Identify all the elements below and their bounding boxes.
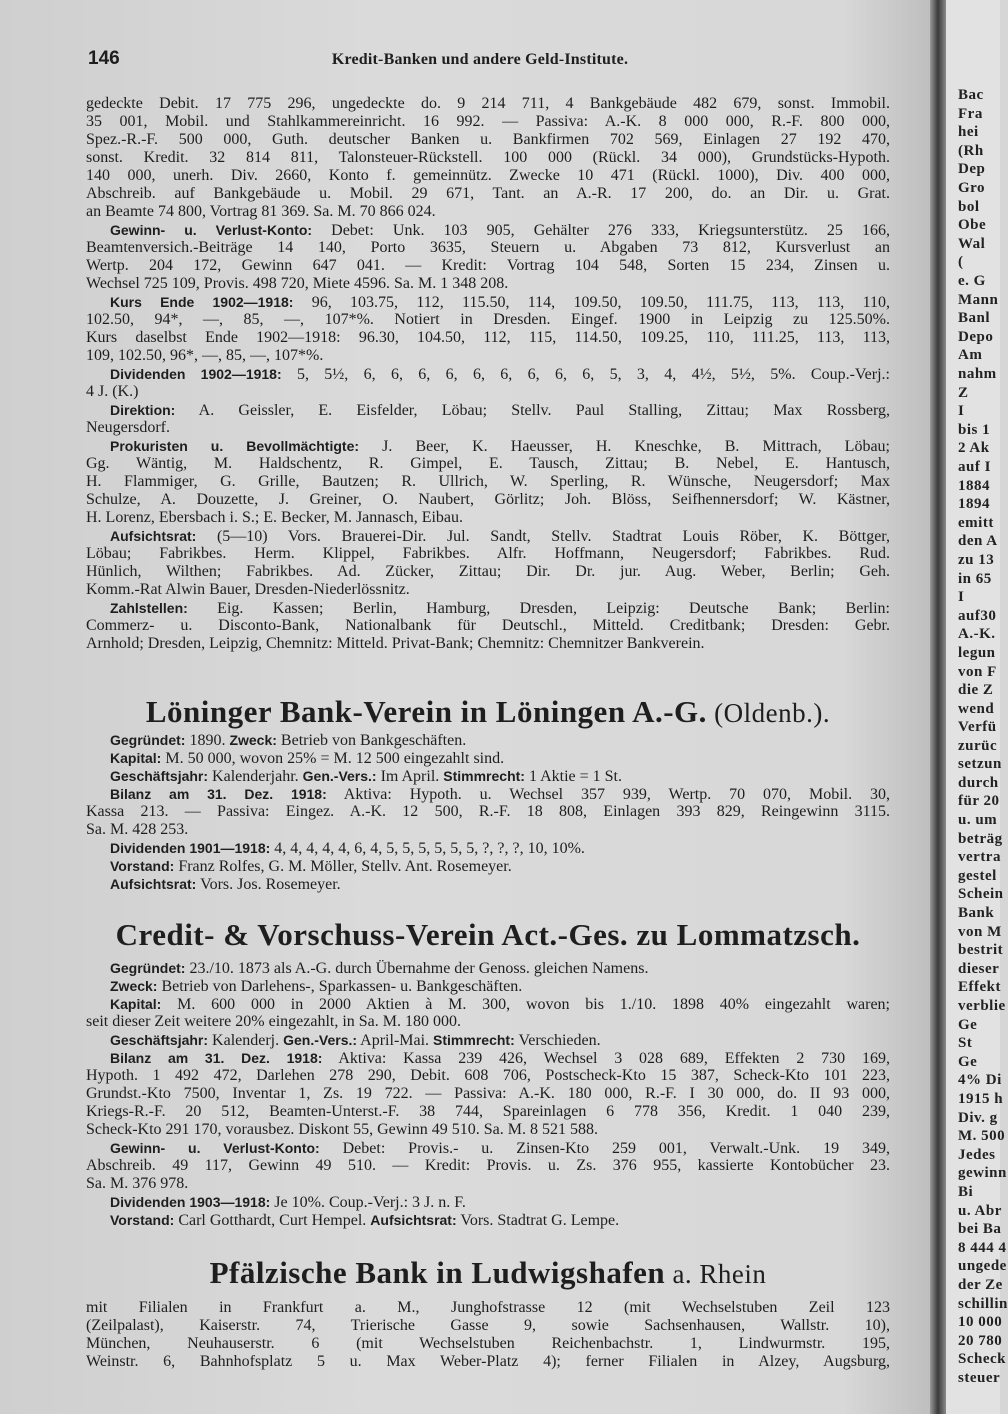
paragraph xyxy=(86,839,890,857)
text-line xyxy=(86,1193,890,1211)
text-line xyxy=(86,785,890,803)
text-line xyxy=(86,617,890,635)
paragraph xyxy=(86,959,890,977)
text-line xyxy=(86,581,890,599)
text-line xyxy=(86,1139,890,1157)
facing-page-line: St xyxy=(958,1035,973,1052)
paragraph xyxy=(86,977,890,995)
facing-page-edge xyxy=(946,0,1008,1414)
facing-page-line: von F xyxy=(958,663,997,680)
facing-page-line: Verfü xyxy=(958,719,997,735)
facing-page-line: bestrit xyxy=(958,942,1004,959)
text-line xyxy=(86,1211,890,1229)
text-line xyxy=(86,995,890,1013)
text-line xyxy=(86,1103,890,1121)
facing-page-line: verblie xyxy=(958,998,1006,1014)
facing-page-line: wend xyxy=(958,700,995,717)
paragraph xyxy=(86,1299,890,1371)
text-line xyxy=(86,875,890,893)
paragraph xyxy=(86,1031,890,1049)
field-text: Je 10%. Coup.-Verj.: 3 J. n. F. xyxy=(270,1194,466,1211)
facing-page-line: für 20 xyxy=(958,793,1000,810)
field-text: Wechsel 725 109, Provis. 498 720, Miete 4596. Sa. M. 1 348 208. xyxy=(86,275,509,292)
field-text: Debet: Provis.- u. Zinsen-Kto 259 001, Verwalt.-Unk. 19 349, xyxy=(319,1140,890,1157)
field-text: M. 600 000 in 2000 Aktien à M. 300, wovon bis 1./10. 1898 40% eingezahlt waren; xyxy=(161,996,890,1013)
facing-page-line: von M xyxy=(958,923,1002,940)
field-label: Dividenden 1901—1918: xyxy=(110,840,271,856)
paragraph xyxy=(86,875,890,893)
text-line xyxy=(86,401,890,419)
field-label: Zweck: xyxy=(229,732,277,748)
field-text: J. Beer, K. Haeusser, H. Kneschke, B. Mittrach, Löbau; xyxy=(359,438,890,455)
field-text: Abschreib. 49 117, Gewinn 49 510. — Kredit: Provis. u. Zs. 376 955, kassierte Kontobücher 23. xyxy=(86,1157,890,1174)
text-line xyxy=(86,275,890,293)
text-line xyxy=(86,167,890,185)
facing-page-line: 1894 xyxy=(958,496,990,513)
text-line xyxy=(86,635,890,653)
facing-page-line: Jedes xyxy=(958,1146,996,1163)
text-line xyxy=(86,131,890,149)
facing-page-line: Ge xyxy=(958,1053,978,1070)
text-line xyxy=(86,419,890,437)
text-line xyxy=(86,563,890,581)
field-text: gedeckte Debit. 17 775 296, ungedeckte do. 9 214 711, 4 Bankgebäude 482 679, sonst. Immobil. xyxy=(86,95,890,112)
field-text: (Zeilpalast), Kaiserstr. 74, Trierische Gasse 9, sowie Sachsenhausen, Wallstr. 10), xyxy=(86,1317,890,1334)
paragraph xyxy=(86,1193,890,1211)
field-text: 35 001, Mobil. und Stahlkammereinricht. 16 992. — Passiva: A.-K. 8 000 000, R.-F. 800 000, xyxy=(86,113,890,130)
field-label: Gegründet: xyxy=(110,732,186,748)
field-label: Direktion: xyxy=(110,402,176,418)
facing-page-line: Banl xyxy=(958,310,991,327)
paragraph xyxy=(86,95,890,221)
text-line xyxy=(86,1175,890,1193)
field-text: M. 50 000, wovon 25% = M. 12 500 eingezahlt sind. xyxy=(161,750,505,767)
field-text: 109, 102.50, 96*, —, 85, —, 107*%. xyxy=(86,347,324,364)
section-loeninger-body xyxy=(86,731,890,893)
facing-page-line: 10 000 xyxy=(958,1314,1003,1331)
text-line xyxy=(86,257,890,275)
heading-suffix: a. Rhein xyxy=(665,1259,767,1289)
field-label: Kapital: xyxy=(110,750,162,766)
section-heading-lommatzsch xyxy=(86,917,890,954)
facing-page-line: auf I xyxy=(958,459,991,475)
facing-page-line: bis 1 xyxy=(958,421,991,438)
text-line xyxy=(86,545,890,563)
facing-page-line: bol xyxy=(958,198,980,215)
field-text: an Beamte 74 800, Vortrag 81 369. Sa. M. 70 866 024. xyxy=(86,203,436,220)
section-pfaelzische-bank-body xyxy=(86,1299,890,1371)
field-label: Bilanz am 31. Dez. 1918: xyxy=(110,1050,323,1066)
text-line xyxy=(86,347,890,365)
text-line xyxy=(86,1013,890,1031)
field-text: Grundst.-Kto 7500, Inventar 1, Zs. 19 722. — Passiva: A.-K. 180 000, R.-F. I 30 000, do. II 93 000, xyxy=(86,1085,890,1102)
field-text: Neugersdorf. xyxy=(86,419,170,436)
text-line xyxy=(86,749,890,767)
text-line xyxy=(86,509,890,527)
paragraph xyxy=(86,365,890,401)
field-text: Weinstr. 6, Bahnhofsplatz 5 u. Max Weber-Platz 4); ferner Filialen in Alzey, Augsburg, xyxy=(86,1353,890,1370)
field-label: Prokuristen u. Bevollmächtigte: xyxy=(110,438,360,454)
text-line xyxy=(86,767,890,785)
facing-page-line: Wal xyxy=(958,235,986,252)
text-line xyxy=(86,383,890,401)
section-lommatzsch-body xyxy=(86,959,890,1229)
facing-page-line: 8 444 4 xyxy=(958,1239,1007,1256)
field-text: Debet: Unk. 103 905, Gehälter 276 333, Kriegsunterstütz. 25 166, xyxy=(312,222,890,239)
facing-page-line: I xyxy=(958,403,965,420)
field-text: Sa. M. 428 253. xyxy=(86,821,189,838)
text-line xyxy=(86,437,890,455)
facing-page-line: Ge xyxy=(958,1016,978,1033)
text-line xyxy=(86,803,890,821)
facing-page-line: 1884 xyxy=(958,477,990,494)
facing-page-line: Depo xyxy=(958,328,994,345)
facing-page-line: emitt xyxy=(958,514,994,531)
field-text: Beamtenversich.-Beiträge 14 140, Porto 3635, Steuern u. Abgaben 73 812, Kursverlust an xyxy=(86,239,890,256)
heading-main: Löninger Bank-Verein in Löningen A.-G. xyxy=(145,694,707,729)
field-text: Vors. Jos. Rosemeyer. xyxy=(196,876,341,893)
paragraph xyxy=(86,293,890,365)
text-line xyxy=(86,839,890,857)
facing-page-line: 4% Di xyxy=(958,1072,1002,1089)
field-label: Gegründet: xyxy=(110,960,186,976)
field-text: Im April. xyxy=(376,768,444,785)
facing-page-line: Schein xyxy=(958,886,1004,903)
field-label: Vorstand: xyxy=(110,1212,175,1228)
facing-page-line: gewinn xyxy=(958,1165,1007,1182)
field-label: Kapital: xyxy=(110,996,162,1012)
field-text: Aktiva: Hypoth. u. Wechsel 357 939, Wertp. 70 070, Mobil. 30, xyxy=(326,786,891,803)
text-line xyxy=(86,491,890,509)
heading-main: Pfälzische Bank in Ludwigshafen xyxy=(209,1255,666,1290)
field-text: Hünlich, Wilthen; Fabrikbes. Ad. Zücker, Zittau; Dir. Dr. jur. Aug. Weber, Berlin; Geh. xyxy=(86,563,890,580)
text-line xyxy=(86,1085,890,1103)
text-line xyxy=(86,329,890,347)
field-text: Betrieb von Bankgeschäften. xyxy=(276,732,467,749)
field-text: 96, 103.75, 112, 115.50, 114, 109.50, 109.50, 111.75, 113, 113, 110, xyxy=(293,294,890,311)
text-line xyxy=(86,221,890,239)
text-line xyxy=(86,365,890,383)
facing-page-line: gestel xyxy=(958,867,997,884)
facing-page-line: steuer xyxy=(958,1370,1001,1386)
heading-suffix: (Oldenb.). xyxy=(706,698,831,728)
text-line xyxy=(86,473,890,491)
text-line xyxy=(86,977,890,995)
facing-page-line: u. Abr xyxy=(958,1202,1002,1219)
facing-page-line: Mann xyxy=(958,291,999,308)
facing-page-line: M. 500 xyxy=(958,1128,1006,1145)
paragraph xyxy=(86,527,890,599)
field-text: (5—10) Vors. Brauerei-Dir. Jul. Sandt, Stellv. Stadtrat Louis Röber, K. Böttger, xyxy=(196,528,890,545)
field-text: Sa. M. 376 978. xyxy=(86,1175,189,1192)
paragraph xyxy=(86,437,890,527)
paragraph xyxy=(86,731,890,749)
field-text: Abschreib. auf Bankgebäude u. Mobil. 29 671, Tant. an A.-R. 17 200, do. an Dir. u. Grat. xyxy=(86,185,890,202)
paragraph xyxy=(86,1139,890,1193)
text-line xyxy=(86,959,890,977)
text-line xyxy=(86,857,890,875)
facing-page-line: Bi xyxy=(958,1184,974,1200)
field-label: Gewinn- u. Verlust-Konto: xyxy=(110,1140,320,1156)
text-line xyxy=(86,1157,890,1175)
facing-page-line: Scheck xyxy=(958,1351,1006,1368)
facing-page-line: Z xyxy=(958,384,969,401)
field-text: Commerz- u. Disconto-Bank, Nationalbank für Deutschl., Mitteld. Creditbank; Dresden: Gebr. xyxy=(86,617,890,634)
field-label: Dividenden 1902—1918: xyxy=(110,366,282,382)
field-text: Kassa 213. — Passiva: Eingez. A.-K. 12 500, R.-F. 18 808, Einlagen 393 829, Reingewinn 3115. xyxy=(86,803,890,820)
text-line xyxy=(86,455,890,473)
facing-page-line: e. G xyxy=(958,273,986,289)
field-text: Betrieb von Darlehens-, Sparkassen- u. Bankgeschäften. xyxy=(157,978,523,995)
field-label: Aufsichtsrat: xyxy=(110,876,197,892)
field-text: 102.50, 94*, —, 85, —, 107*%. Notiert in Dresden. Eingef. 1900 in Leipzig zu 125.50%. xyxy=(86,311,890,328)
facing-page-line: ungede xyxy=(958,1258,1007,1275)
facing-page-line: Div. g xyxy=(958,1109,998,1126)
field-label: Geschäftsjahr: xyxy=(110,768,209,784)
paragraph xyxy=(86,767,890,785)
facing-page-line: auf30 xyxy=(958,607,997,624)
field-text: 5, 5½, 6, 6, 6, 6, 6, 6, 6, 6, 6, 5, 3, 4, 4½, 5½, 5%. Coup.-Verj.: xyxy=(281,366,891,383)
text-line xyxy=(86,1335,890,1353)
field-text: 1890. xyxy=(185,732,230,749)
facing-page-line: Bank xyxy=(958,905,995,921)
field-text: München, Neuhauserstr. 6 (mit Wechselstuben Reichenbachstr. 1, Lindwurmstr. 195, xyxy=(86,1335,890,1352)
field-label: Vorstand: xyxy=(110,858,175,874)
facing-page-line: schillin xyxy=(958,1295,1008,1312)
book-gutter xyxy=(930,0,946,1414)
facing-page-line: Am xyxy=(958,347,983,364)
facing-page-line: der Ze xyxy=(958,1277,1003,1293)
text-line xyxy=(86,95,890,113)
section-continuation-body xyxy=(86,95,890,653)
field-text: H. Lorenz, Ebersbach i. S.; E. Becker, M. Jannasch, Eibau. xyxy=(86,509,464,526)
field-text: sonst. Kredit. 32 814 811, Talonsteuer-Rückstell. 100 000 (Rückl. 34 000), Grundstücks-Hypoth. xyxy=(86,149,890,166)
text-line xyxy=(86,1031,890,1049)
facing-page-line: ( xyxy=(958,254,964,271)
paragraph xyxy=(86,995,890,1031)
facing-page-line: Bac xyxy=(958,87,984,103)
field-label: Dividenden 1903—1918: xyxy=(110,1194,271,1210)
text-line xyxy=(86,149,890,167)
field-text: Hypoth. 1 492 472, Darlehen 278 290, Debit. 608 706, Postscheck-Kto 15 387, Scheck-Kto 101 223, xyxy=(86,1067,890,1084)
field-label: Stimmrecht: xyxy=(433,1032,515,1048)
field-label: Geschäftsjahr: xyxy=(110,1032,209,1048)
field-text: 23./10. 1873 als A.-G. durch Übernahme der Genoss. gleichen Namens. xyxy=(185,960,649,977)
field-text: Aktiva: Kassa 239 426, Wechsel 3 028 689, Effekten 2 730 169, xyxy=(322,1050,890,1067)
facing-page-line: (Rh xyxy=(958,142,984,159)
facing-page-line: beträg xyxy=(958,830,1003,847)
text-line xyxy=(86,1049,890,1067)
paragraph xyxy=(86,1211,890,1229)
field-text: Kriegs-R.-F. 20 512, Beamten-Unterst.-F. 38 744, Spareinlagen 6 778 356, Kredit. 1 040 239, xyxy=(86,1103,890,1120)
text-line xyxy=(86,1121,890,1139)
field-text: Vors. Stadtrat G. Lempe. xyxy=(456,1212,620,1229)
section-heading-loeninger xyxy=(86,694,890,731)
field-text: Löbau; Fabrikbes. Herm. Klippel, Fabrikbes. Alfr. Hoffmann, Neugersdorf; Fabrikbes. Rud. xyxy=(86,545,890,562)
text-line xyxy=(86,527,890,545)
facing-page-line: 2 Ak xyxy=(958,440,990,457)
paragraph xyxy=(86,857,890,875)
facing-page-line: 20 780 xyxy=(958,1332,1003,1349)
text-line xyxy=(86,1353,890,1371)
text-line xyxy=(86,1067,890,1085)
facing-page-line: die Z xyxy=(958,682,994,699)
field-text: Kalenderjahr. xyxy=(208,768,303,785)
facing-page-line: setzun xyxy=(958,756,1002,773)
facing-page-line: I xyxy=(958,589,965,606)
facing-page-line: zurüc xyxy=(958,737,998,754)
field-text: Scheck-Kto 291 170, vorausbez. Diskont 55, Gewinn 49 510. Sa. M. 8 521 588. xyxy=(86,1121,598,1138)
field-label: Gen.-Vers.: xyxy=(302,768,377,784)
facing-page-line: Gro xyxy=(958,180,986,196)
text-line xyxy=(86,1317,890,1335)
field-label: Bilanz am 31. Dez. 1918: xyxy=(110,786,327,802)
field-text: Carl Gotthardt, Curt Hempel. xyxy=(174,1212,371,1229)
field-text: Eig. Kassen; Berlin, Hamburg, Dresden, Leipzig: Deutsche Bank; Berlin: xyxy=(187,600,890,617)
facing-page-line: den A xyxy=(958,533,998,550)
text-line xyxy=(86,821,890,839)
field-label: Aufsichtsrat: xyxy=(110,528,197,544)
field-label: Stimmrecht: xyxy=(443,768,525,784)
field-text: Schulze, A. Douzette, J. Greiner, O. Naubert, Görlitz; Joh. Blöss, Seifhennersdorf; W. Kästner, xyxy=(86,491,890,508)
facing-page-line: durch xyxy=(958,774,999,791)
field-label: Gewinn- u. Verlust-Konto: xyxy=(110,222,313,238)
facing-page-line: Effekt xyxy=(958,979,1001,996)
facing-page-line: zu 13 xyxy=(958,552,995,568)
text-line xyxy=(86,1299,890,1317)
field-text: Kalenderj. xyxy=(208,1032,284,1049)
field-text: Gg. Wäntig, M. Haldschentz, R. Gimpel, E. Tausch, Zittau; B. Nebel, E. Hantusch, xyxy=(86,455,890,472)
paragraph xyxy=(86,749,890,767)
field-text: Wertp. 204 172, Gewinn 647 041. — Kredit: Vortrag 104 548, Sorten 15 234, Zinsen u. xyxy=(86,257,890,274)
facing-page-line: Fra xyxy=(958,105,983,122)
text-line xyxy=(86,113,890,131)
facing-page-line: in 65 xyxy=(958,570,992,587)
field-text: Verschieden. xyxy=(514,1032,601,1049)
facing-page-line: dieser xyxy=(958,960,1000,977)
field-text: April-Mai. xyxy=(357,1032,434,1049)
paragraph xyxy=(86,599,890,653)
text-line xyxy=(86,731,890,749)
text-line xyxy=(86,293,890,311)
field-text: 4, 4, 4, 4, 4, 6, 4, 5, 5, 5, 5, 5, 5, ?, ?, ?, 10, 10%. xyxy=(270,840,585,857)
field-text: mit Filialen in Frankfurt a. M., Junghofstrasse 12 (mit Wechselstuben Zeil 123 xyxy=(86,1299,890,1316)
paragraph xyxy=(86,221,890,293)
field-label: Zahlstellen: xyxy=(110,600,188,616)
paragraph xyxy=(86,1049,890,1139)
field-label: Gen.-Vers.: xyxy=(283,1032,358,1048)
facing-page-line: nahm xyxy=(958,366,997,382)
paragraph xyxy=(86,401,890,437)
facing-page-line: bei Ba xyxy=(958,1221,1002,1238)
page-number: 146 xyxy=(88,48,120,69)
field-text: Franz Rolfes, G. M. Möller, Stellv. Ant. Rosemeyer. xyxy=(174,858,512,875)
facing-page-line: u. um xyxy=(958,812,998,828)
text-line xyxy=(86,239,890,257)
facing-page-line: 1915 h xyxy=(958,1091,1004,1107)
field-text: H. Flammiger, G. Grille, Bautzen; R. Ullrich, W. Sperling, R. Wünsche, Neugersdorf; Max xyxy=(86,473,890,490)
heading-main: Credit- & Vorschuss-Verein Act.-Ges. zu Lommatzsch. xyxy=(115,917,861,952)
field-text: Arnhold; Dresden, Leipzig, Chemnitz: Mitteld. Privat-Bank; Chemnitz: Chemnitzer Bankverein. xyxy=(86,635,705,652)
running-title: Kredit-Banken und andere Geld-Institute. xyxy=(331,51,629,68)
text-line xyxy=(86,311,890,329)
paragraph xyxy=(86,785,890,839)
facing-page-line: A.-K. xyxy=(958,626,996,643)
facing-page-line: hei xyxy=(958,124,979,141)
facing-page-line: vertra xyxy=(958,849,1001,866)
field-label: Kurs Ende 1902—1918: xyxy=(110,294,294,310)
field-text: Kurs daselbst Ende 1902—1918: 96.30, 104.50, 112, 115, 114.50, 109.25, 110, 111.25, 113, 113, xyxy=(86,329,890,346)
field-text: 1 Aktie = 1 St. xyxy=(524,768,622,785)
field-text: 140 000, unerh. Div. 2660, Konto f. gemeinnütz. Zwecke 10 471 (Rückl. 1000), Div. 400 000, xyxy=(86,167,890,184)
text-line xyxy=(86,185,890,203)
field-text: Komm.-Rat Alwin Bauer, Dresden-Niederlössnitz. xyxy=(86,581,410,598)
text-line xyxy=(86,203,890,221)
field-text: Spez.-R.-F. 500 000, Guth. deutscher Banken u. Bankfirmen 702 569, Einlagen 27 192 470, xyxy=(86,131,890,148)
facing-page-line: legun xyxy=(958,645,996,661)
field-label: Zweck: xyxy=(110,978,158,994)
text-line xyxy=(86,599,890,617)
field-text: 4 J. (K.) xyxy=(86,383,139,400)
section-heading-pfaelzische-bank xyxy=(86,1255,890,1292)
field-text: A. Geissler, E. Eisfelder, Löbau; Stellv. Paul Stalling, Zittau; Max Rossberg, xyxy=(175,402,890,419)
facing-page-line: Obe xyxy=(958,217,987,234)
facing-page-line: Dep xyxy=(958,161,986,178)
field-label: Aufsichtsrat: xyxy=(370,1212,457,1228)
field-text: seit dieser Zeit weitere 20% eingezahlt, in Sa. M. 180 000. xyxy=(86,1013,462,1030)
